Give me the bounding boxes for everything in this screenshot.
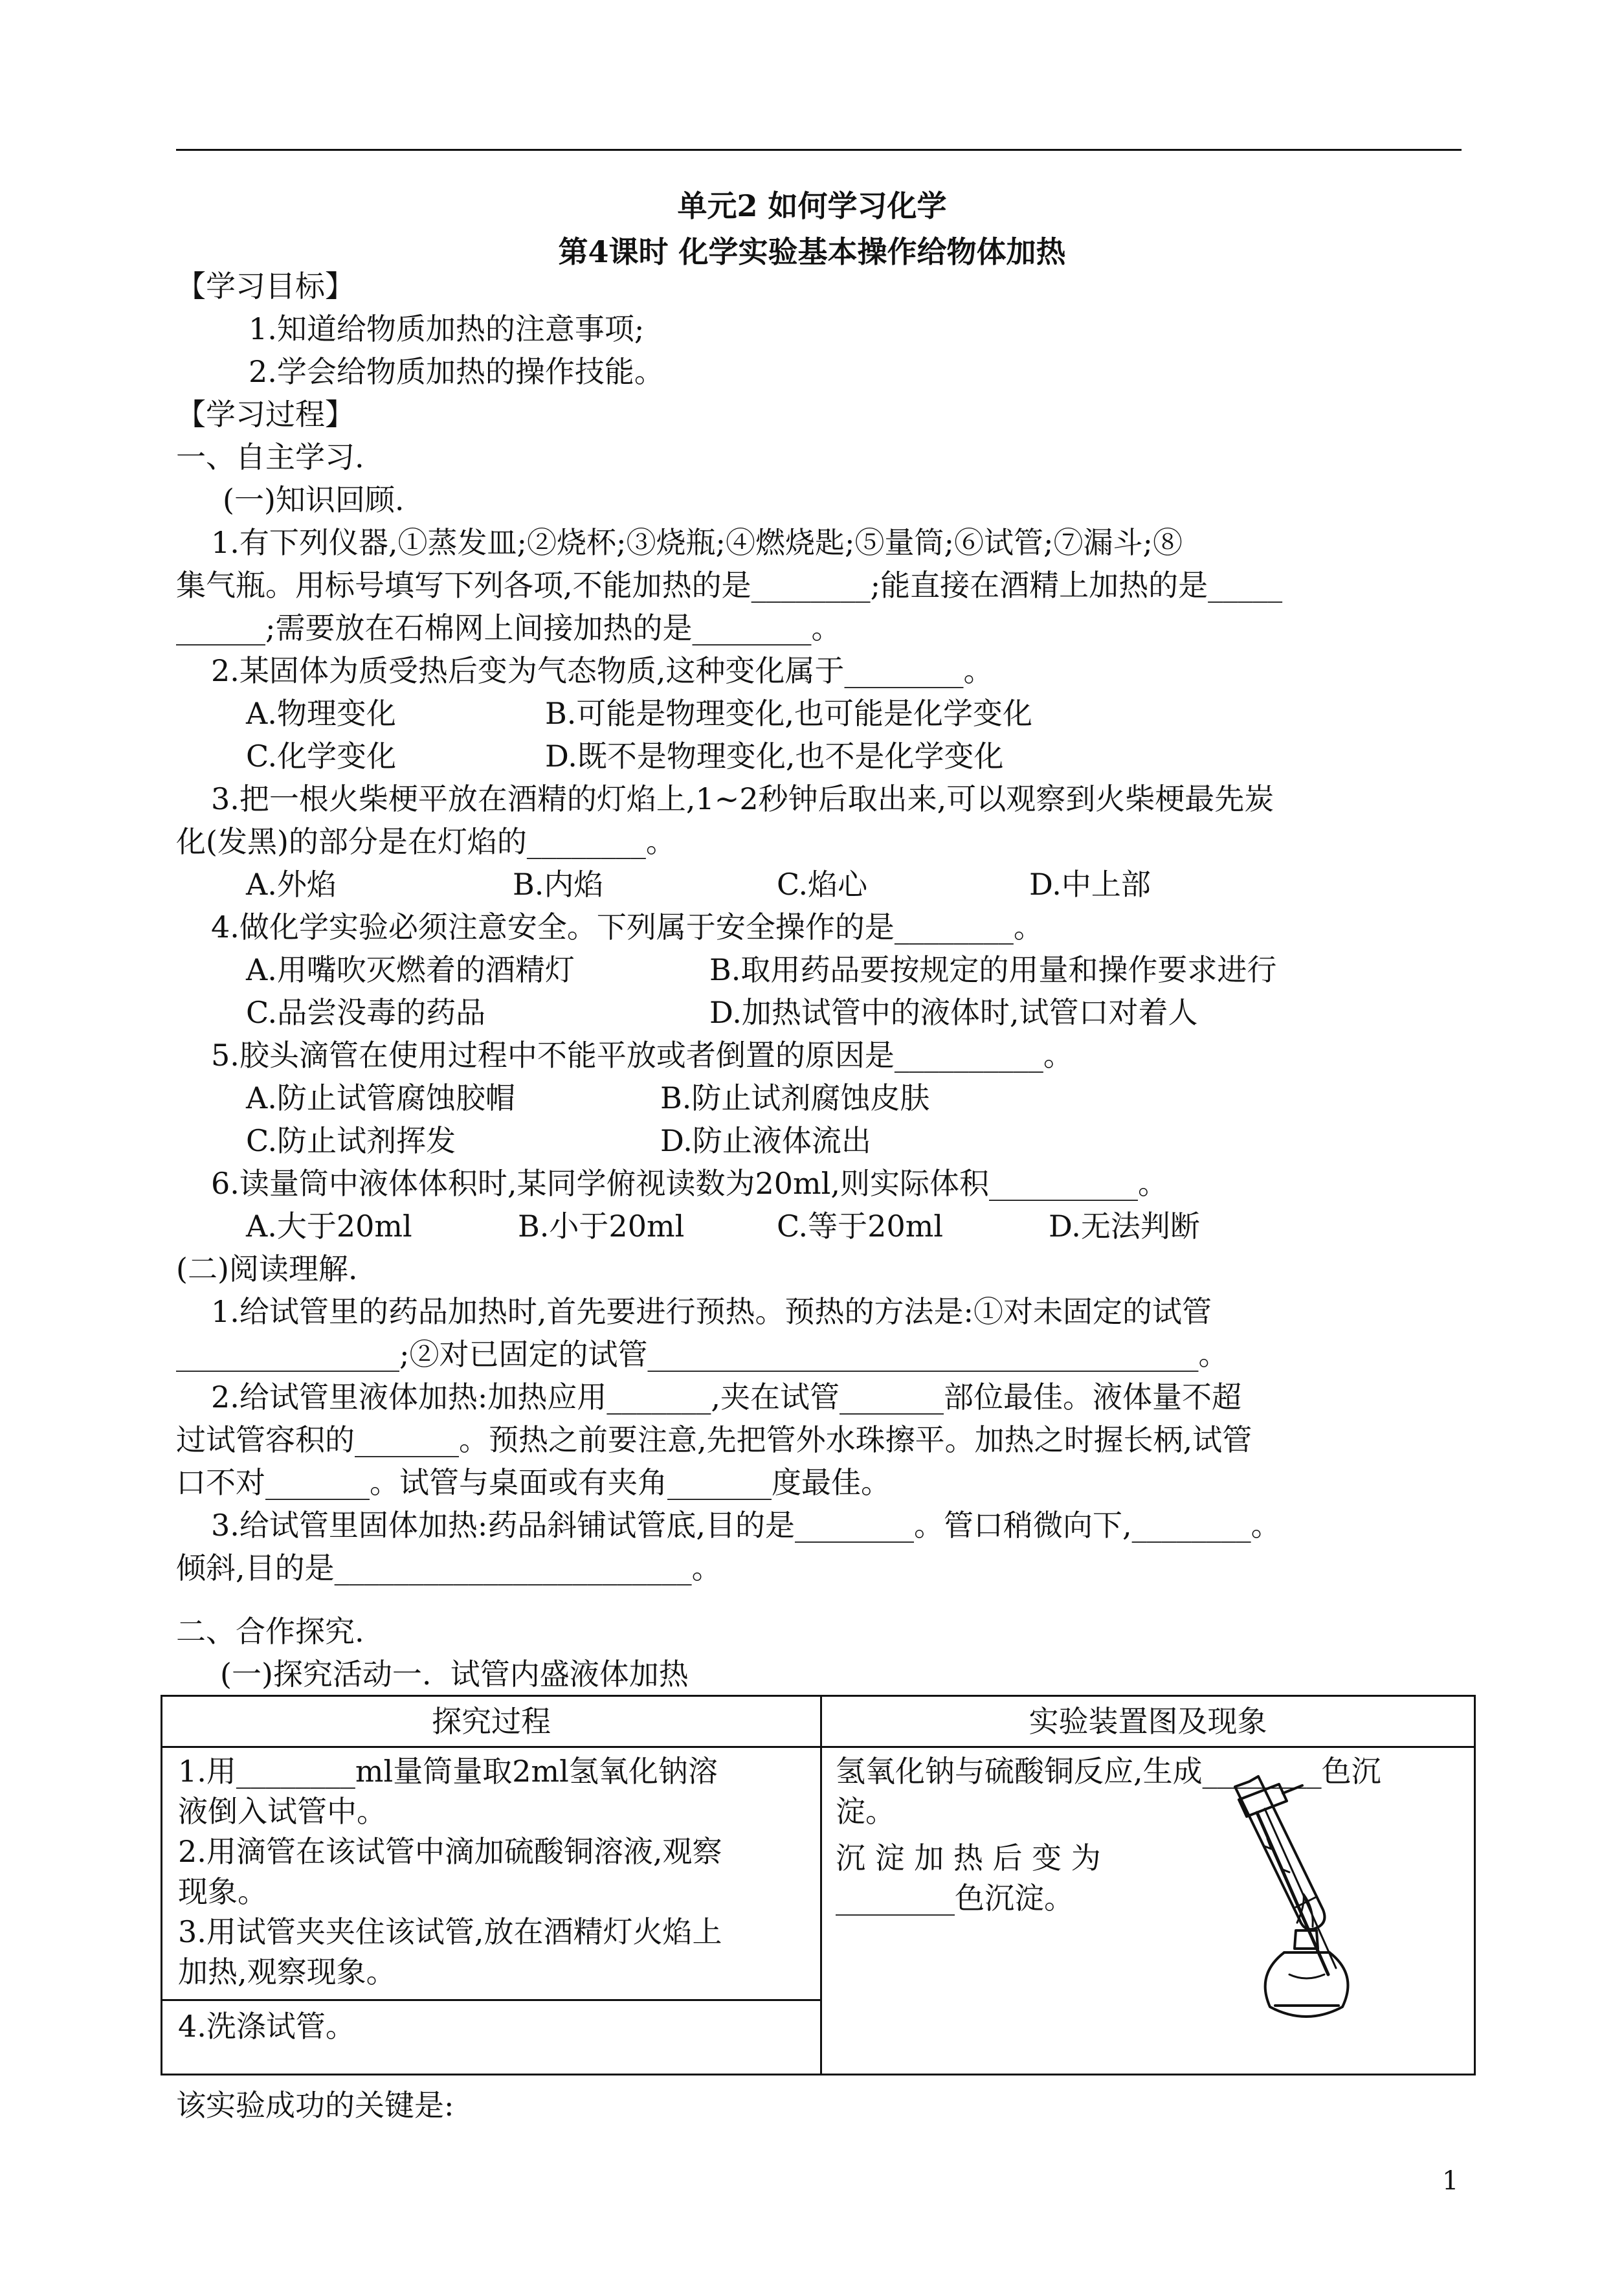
table-row-divider [162, 1999, 820, 2001]
question-1-line: 集气瓶。用标号填写下列各项,不能加热的是________;能直接在酒精上加热的是_____ [176, 568, 1283, 603]
lesson-title: 第4课时 化学实验基本操作给物体加热 [558, 234, 1066, 269]
objective-item: 1.知道给物质加热的注意事项; [249, 311, 645, 346]
question-6: 6.读量筒中液体体积时,某同学俯视读数为20ml,则实际体积__________。 [211, 1166, 1168, 1201]
top-rule [176, 149, 1462, 151]
phenomenon-line: 沉 淀 加 热 后 变 为 [836, 1840, 1101, 1875]
option: C.化学变化 [246, 739, 397, 774]
activity1-heading: (一)探究活动一. 试管内盛液体加热 [220, 1657, 689, 1692]
question-3-line: 化(发黑)的部分是在灯焰的________。 [176, 824, 676, 859]
option: A.大于20ml [246, 1209, 412, 1244]
option: C.等于20ml [777, 1209, 944, 1244]
process-heading: 【学习过程】 [176, 397, 355, 432]
step-line: 现象。 [178, 1874, 267, 1909]
question-3-line: 3.把一根火柴梗平放在酒精的灯焰上,1~2秒钟后取出来,可以观察到火柴梗最先炭 [211, 781, 1274, 816]
option: C.防止试剂挥发 [246, 1123, 456, 1158]
reading-1-line: 1.给试管里的药品加热时,首先要进行预热。预热的方法是:①对未固定的试管 [211, 1294, 1212, 1329]
reading-2-line: 口不对_______。试管与桌面或有夹角_______度最佳。 [176, 1465, 891, 1500]
table-column-divider [820, 1697, 822, 2074]
phenomenon-line: 氢氧化钠与硫酸铜反应,生成________色沉 [836, 1754, 1381, 1789]
heating-test-tube-illustration [1219, 1761, 1375, 2033]
option: C.品尝没毒的药品 [246, 995, 486, 1030]
reading-1-line: _______________;②对已固定的试管_____________________________________。 [176, 1337, 1229, 1372]
option: B.防止试剂腐蚀皮肤 [660, 1080, 930, 1115]
table-header-divider [162, 1746, 1474, 1748]
option: B.可能是物理变化,也可能是化学变化 [545, 696, 1033, 731]
phenomenon-line: ________色沉淀。 [836, 1881, 1074, 1916]
table-header-apparatus: 实验装置图及现象 [1029, 1704, 1267, 1739]
option: D.中上部 [1029, 867, 1151, 902]
question-4: 4.做化学实验必须注意安全。下列属于安全操作的是________。 [211, 910, 1043, 945]
option: A.用嘴吹灭燃着的酒精灯 [246, 952, 575, 987]
option: A.防止试管腐蚀胶帽 [246, 1080, 515, 1115]
question-1-line: ______;需要放在石棉网上间接加热的是________。 [176, 610, 841, 645]
step-line: 3.用试管夹夹住该试管,放在酒精灯火焰上 [178, 1914, 722, 1949]
phenomenon-line: 淀。 [836, 1794, 895, 1829]
option: D.无法判断 [1049, 1209, 1200, 1244]
option: B.内焰 [513, 867, 604, 902]
unit-title: 单元2 如何学习化学 [677, 188, 947, 223]
reading-2-line: 过试管容积的_______。预热之前要注意,先把管外水珠擦平。加热之时握长柄,试管 [176, 1422, 1252, 1457]
step-line: 1.用________ml量筒量取2ml氢氧化钠溶 [178, 1754, 718, 1789]
key-point-prompt: 该实验成功的关键是: [176, 2088, 454, 2123]
step-line: 液倒入试管中。 [178, 1794, 386, 1829]
step-line: 4.洗涤试管。 [178, 2009, 355, 2044]
page-number: 1 [1442, 2166, 1459, 2196]
option: A.物理变化 [246, 696, 396, 731]
option: D.加热试管中的液体时,试管口对着人 [709, 995, 1198, 1030]
step-line: 加热,观察现象。 [178, 1954, 396, 1989]
reading-3-line: 倾斜,目的是________________________。 [176, 1550, 722, 1585]
reading-3-line: 3.给试管里固体加热:药品斜铺试管底,目的是________。管口稍微向下,________。 [211, 1508, 1281, 1543]
option: C.焰心 [777, 867, 868, 902]
option: D.既不是物理变化,也不是化学变化 [545, 739, 1004, 774]
question-2: 2.某固体为质受热后变为气态物质,这种变化属于________。 [211, 653, 994, 688]
objectives-heading: 【学习目标】 [176, 269, 355, 304]
option: A.外焰 [246, 867, 337, 902]
table-header-process: 探究过程 [432, 1704, 551, 1739]
part1-heading: 一、自主学习. [176, 440, 364, 475]
part2-heading: 二、合作探究. [176, 1614, 364, 1649]
option: B.取用药品要按规定的用量和操作要求进行 [709, 952, 1277, 987]
sub2-heading: (二)阅读理解. [176, 1251, 358, 1286]
reading-2-line: 2.给试管里液体加热:加热应用_______,夹在试管_______部位最佳。液体量不超 [211, 1380, 1242, 1415]
step-line: 2.用滴管在该试管中滴加硫酸铜溶液,观察 [178, 1834, 722, 1869]
question-5: 5.胶头滴管在使用过程中不能平放或者倒置的原因是__________。 [211, 1038, 1073, 1073]
option: D.防止液体流出 [660, 1123, 871, 1158]
sub1-heading: (一)知识回顾. [223, 482, 405, 517]
option: B.小于20ml [518, 1209, 685, 1244]
objective-item: 2.学会给物质加热的操作技能。 [249, 354, 664, 389]
question-1-line: 1.有下列仪器,①蒸发皿;②烧杯;③烧瓶;④燃烧匙;⑤量筒;⑥试管;⑦漏斗;⑧ [211, 525, 1183, 560]
